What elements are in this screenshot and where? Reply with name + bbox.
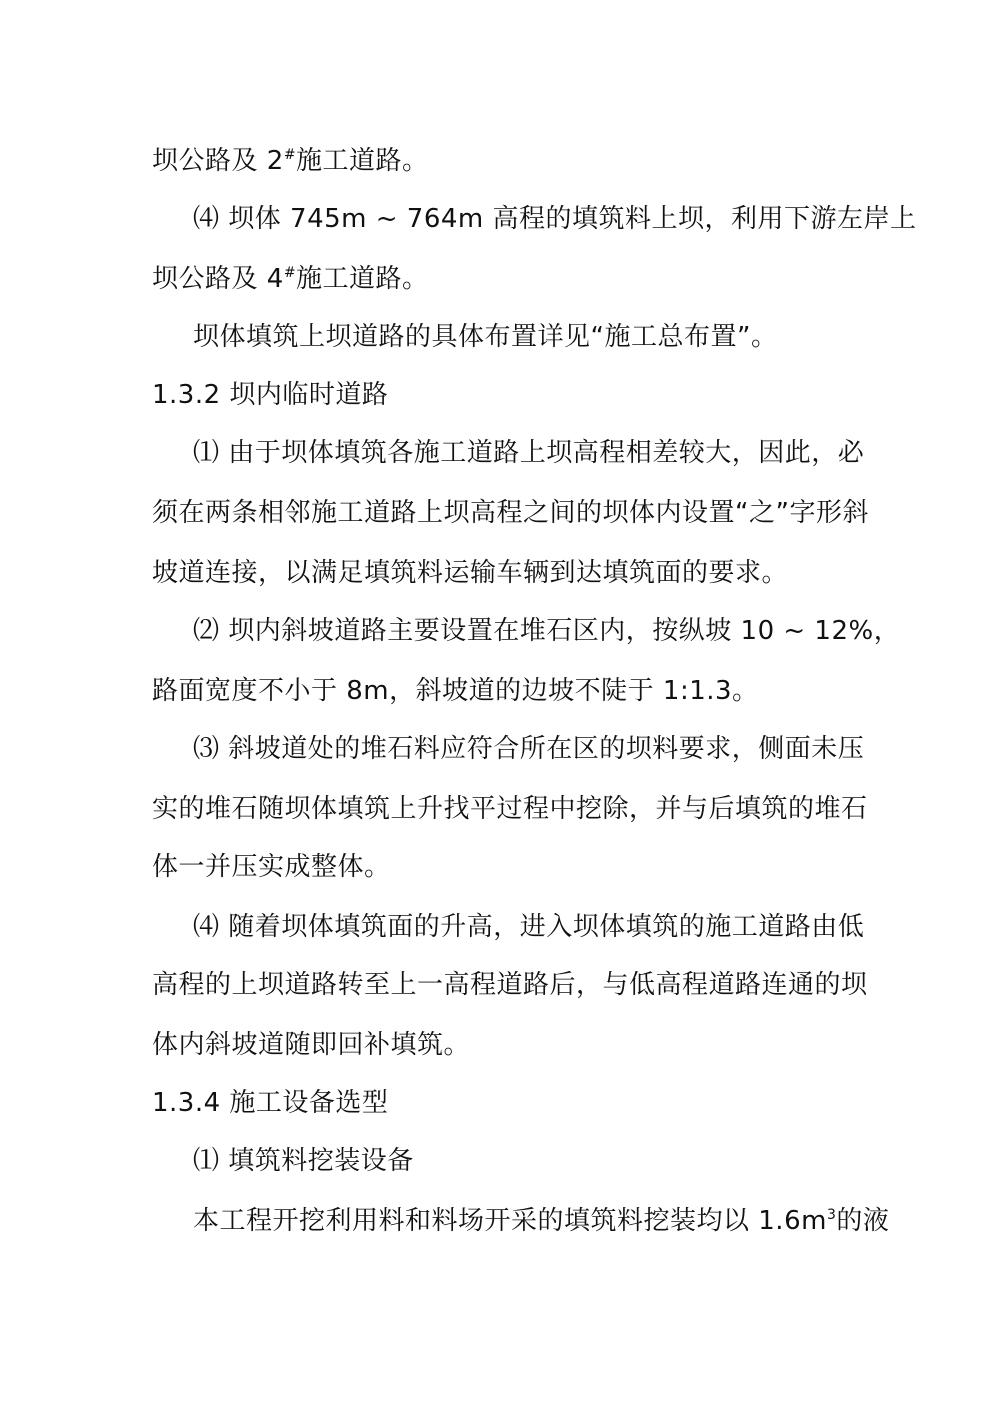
- text-line: 坝公路及 2#施工道路。: [152, 146, 429, 176]
- section-heading: 1.3.4 施工设备选型: [152, 1088, 389, 1118]
- text-line: ⑴ 由于坝体填筑各施工道路上坝高程相差较大，因此，必: [193, 438, 865, 468]
- text-line: 须在两条相邻施工道路上坝高程之间的坝体内设置“之”字形斜: [152, 498, 869, 528]
- text-line: 坡道连接，以满足填筑料运输车辆到达填筑面的要求。: [152, 558, 789, 588]
- text-line: 高程的上坝道路转至上一高程道路后，与低高程道路连通的坝: [152, 970, 868, 1000]
- subheading: ⑴ 填筑料挖装设备: [193, 1146, 414, 1176]
- text-line: ⑵ 坝内斜坡道路主要设置在堆石区内，按纵坡 10 ~ 12%，: [193, 616, 901, 646]
- text-line: 本工程开挖利用料和料场开采的填筑料挖装均以 $1.6m^3$的液: [193, 1206, 890, 1236]
- text-line: ⑶ 斜坡道处的堆石料应符合所在区的坝料要求，侧面未压: [193, 734, 865, 764]
- text-line: 坝体填筑上坝道路的具体布置详见“施工总布置”。: [193, 322, 778, 352]
- section-heading: 1.3.2 坝内临时道路: [152, 380, 389, 410]
- text-line: ⑷ 随着坝体填筑面的升高，进入坝体填筑的施工道路由低: [193, 912, 865, 942]
- text-line: 实的堆石随坝体填筑上升找平过程中挖除，并与后填筑的堆石: [152, 794, 868, 824]
- text-line: 体内斜坡道随即回补填筑。: [152, 1030, 471, 1060]
- text-line: 体一并压实成整体。: [152, 852, 391, 882]
- text-line: 坝公路及 4#施工道路。: [152, 264, 429, 294]
- text-line: ⑷ 坝体 745m ~ 764m 高程的填筑料上坝，利用下游左岸上: [193, 204, 917, 234]
- text-line: 路面宽度不小于 8m，斜坡道的边坡不陡于 1:1.3。: [152, 676, 759, 706]
